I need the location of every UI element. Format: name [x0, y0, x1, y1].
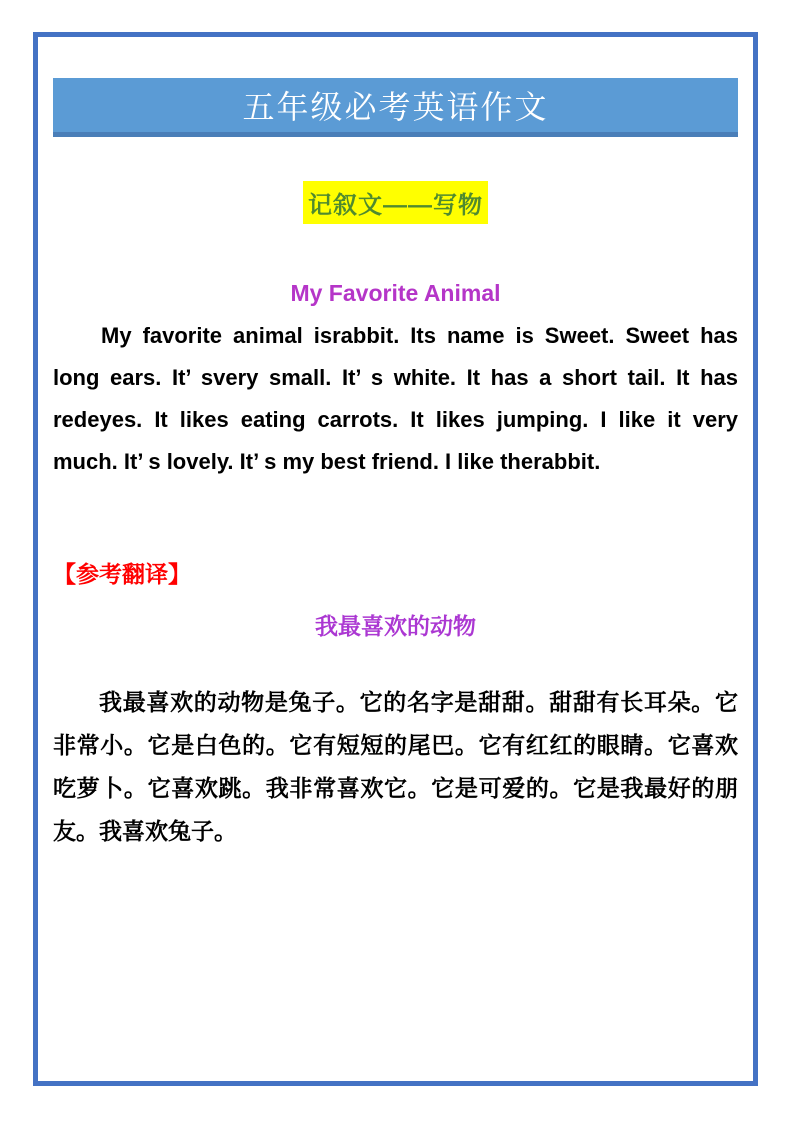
- genre-subtitle-highlighted: 记叙文——写物: [303, 181, 488, 224]
- reference-translation-label: 【参考翻译】: [53, 561, 191, 587]
- subtitle-row: [53, 181, 738, 224]
- page-border-frame: [33, 32, 758, 1086]
- chinese-translation-title: 我最喜欢的动物: [315, 613, 476, 639]
- page-content: [38, 37, 753, 853]
- document-title-banner: 五年级必考英语作文: [53, 78, 738, 137]
- english-essay-title: My Favorite Animal: [290, 280, 501, 306]
- english-essay-body: My favorite animal israbbit. Its name is Sweet. Sweet has long ears. It’ svery small. It’ s white. It has a short tail. It has redeyes. It likes eating carrots. It likes jumping. I like it very much. It’ s lovely. It’ s my best friend. I like therabbit.: [53, 323, 738, 474]
- chinese-translation-body: 我最喜欢的动物是兔子。它的名字是甜甜。甜甜有长耳朵。它非常小。它是白色的。它有短短的尾巴。它有红红的眼睛。它喜欢吃萝卜。它喜欢跳。我非常喜欢它。它是可爱的。它是我最好的朋友。我喜欢兔子。: [53, 689, 738, 844]
